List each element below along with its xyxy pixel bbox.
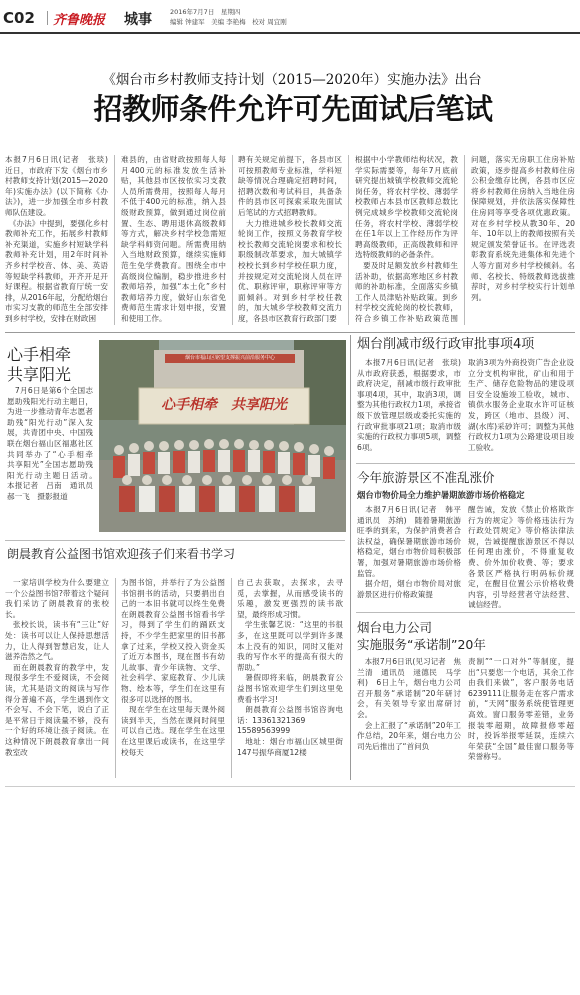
library-col-2: 为图书馆，并举行了为公益图书馆捐书的活动，只要捐出自己的一本旧书就可以终生免费在朗晨教育公益图书馆看书学习，得到了学生们的踊跃支持，不少学生把家里的旧书都拿了过来，学校又投入资金买了近万本图书，现在图书有幼儿故事、青少年读物、文学、社会科学、家庭教育、少儿读物、绘本等，学生们在这里有很多可以选择的图书。 现在学生在这里每天课外阅读到半天，当然在课间时间里可以自己选。现在学生在这里在这里课后或读书，在这里学校每天 bbox=[121, 578, 225, 757]
masthead-rule bbox=[0, 32, 580, 34]
news2-headline: 今年旅游景区不准乱涨价 bbox=[357, 470, 495, 485]
column-divider bbox=[464, 155, 465, 325]
newspaper-logo: 齐鲁晚报 bbox=[53, 13, 106, 28]
masthead bbox=[0, 0, 580, 34]
section-rule bbox=[5, 332, 575, 333]
volunteers-photo bbox=[99, 340, 346, 532]
section-rule bbox=[356, 463, 575, 464]
news2-col-1: 本报7月6日讯(记者 韩平 通讯员 苏纳) 随着暑期旅游旺季的到来，为保护消费者合法权益，确保暑期旅游市场价格稳定，烟台市物价局积极部署，加强对暑期旅游市场价格监管。 据介绍，烟台市物价局对旅游景区进行价格政策提 bbox=[357, 505, 461, 599]
column-divider bbox=[114, 155, 115, 325]
news1-col-2: 取消3项为外商投资广告企业设立分支机构审批，矿山和用于生产、储存危险物品的建设项目安全设施竣工验收，城市、镇供水服务企业取水许可证核发，跨区（地市、县级）河、湖(水库)采砂许可；调整为其他行政权力1项为公路建设项目竣工验收。 bbox=[468, 358, 574, 452]
photo-caption-body: 7月6日是第6个全国志愿助残阳光行动主题日，为进一步推动青年志愿者助残“阳光行动”深入发展，共青团中央、中国残联在烟台福山区福惠社区共同举办了“心手相牵 共享阳光”全国志愿助残阳光行动主题日活动。 本报记者 吕南 通讯员 郝一飞 摄影报道 bbox=[7, 386, 93, 501]
lead-col-2: 难县的，由省财政按照每人每月400元的标准发放生活补贴，其他县市区按依实习支教人员所需费用，按照每人每月不低于400元的标准，纳入县级财政预算，做到通过岗位前置、生态、聘用退休高级教师等方式，解决乡村学校急需短缺学科师资问题。所需费用纳入当地财政预算，继续实施师范生免学费教育。围绕全市中高级岗位编制，稳步推进乡村教师培养，加强“本土化”乡村教师培养力度，做好山东省免费师范生需求计划申报，安置和使用工作。 bbox=[121, 155, 226, 323]
lead-col-3: 聘有关规定前提下，各县市区可按照教师专业标准，学科短缺等情况合理确定招聘时间，招聘次数和考试科目，具备条件的县市区可探索采取先面试后笔试的方式招聘教师。 大力推进城乡校长教师交流轮岗工作，按照义务教育学校校长教师交流轮岗要求和校长职级制改革要求，加大城镇学校校长到乡村学校任职力度，并按规定对交流轮岗人员在评优、职称评审，职称评审等方面倾斜。对到乡村学校任教的，加大城乡学校教师交流力度，各县市区教育行政部门要 bbox=[238, 155, 342, 323]
bottom-rule bbox=[5, 786, 575, 787]
news-photo bbox=[99, 340, 346, 532]
photo-banner-text: 烟台市福山区铭望支撑振兴前沿服务中心 bbox=[184, 355, 275, 361]
lead-col-1: 本报7月6日讯(记者 张琰) 近日，市政府下发《烟台市乡村教师支持计划(2015—2020年)实施办法》(以下简称《办法》)，进一步加强全市乡村教师队伍建设。 《办法》中提到，要强化乡村教师补充工作，拓展乡村教师补充渠道，实施乡村短缺学科教师补充计划，用2年时间补齐乡村学校音、体、美、英语等短缺学科教师，开齐开足开好课程。根据省教育厅统一安排，从2016年起，分配给烟台市实习支教的师范生全部安排到乡村学校，安排在财政困 bbox=[5, 155, 108, 323]
column-divider bbox=[232, 155, 233, 325]
library-headline: 朗晨教育公益图书馆欢迎孩子们来看书学习 bbox=[7, 547, 236, 561]
lead-col-5: 问题，落实无房职工住房补贴政策，逐步提高乡村教师住房公积金缴存比例，各县市区应将乡村教师住房纳入当地住房保障规划，并依法落实保障性住房同等享受各项优惠政策。对在乡村学校从教30年、20年、10年以上的教师按照有关规定颁发荣誉证书。在评选表彰教育系统先进集体和先进个人等方面对乡村学校倾斜。名师、名校长、特级教师选拔推荐时，对乡村学校实行计划单列。 bbox=[471, 155, 575, 302]
lead-col-4: 根据中小学教师结构状况，教学实际需要等，每年7月底前研究提出城镇学校教师交流轮岗任务，将农村学校、薄弱学校教师占本县市区教师总数比例完成城乡学校教师交流轮岗任务，将农村学校、薄弱学校在任1年以上工作经历作为评聘高级教师，正高级教师和评选特级教师的必备条件。 要及时足额发放乡村教师生活补助，依据高寒地区乡村教师的补助标准，全面落实乡镇工作人员津贴补贴政策。到乡村学校交流轮岗的校长教师，符合乡镇工作补贴政策范围 bbox=[355, 155, 458, 323]
library-col-1: 一家培训学校为什么要建立一个公益图书馆?带着这个疑问我们采访了朗晨教育的张校长。 张校长说，读书有“三让”好处：读书可以让人保持思想活力，让人得到智慧启发，让人滋养浩然之气。 而在朗晨教育的教学中，发现很多学生不爱阅读，不会阅读，尤其是语文的阅读与写作得分普遍不高，学生遇到作文不会写、不会下笔，说白了正是平常日于阅读量不够，没有一个好的环境让孩子阅读。在这种情况下朗晨教育拿出一间教室改 bbox=[5, 578, 109, 757]
news1-headline: 烟台削减市级行政审批事项4项 bbox=[357, 337, 535, 352]
photo-caption-title: 心手相牵 共享阳光 bbox=[7, 345, 72, 384]
news3-col-1: 本报7月6日讯(见习记者 焦兰清 通讯员 逯德民 马学利) 6日上午，烟台电力公司召开服务“承诺制”20年研讨会，有关领导专家出席研讨会。 会上汇报了“承诺制”20年工作总结，20年来，烟台电力公司先后推出了“首问负 bbox=[357, 657, 461, 751]
news2-subhead: 烟台市物价局全力维护暑期旅游市场价格稳定 bbox=[357, 490, 525, 500]
news3-headline: 烟台电力公司 实施服务“承诺制”20年 bbox=[357, 620, 486, 652]
page-number: C02 bbox=[3, 9, 35, 27]
lead-headline: 招教师条件允许可先面试后笔试 bbox=[93, 92, 493, 126]
column-divider bbox=[115, 578, 116, 778]
news2-col-2: 醒告诫，发放《禁止价格欺诈行为的规定》等价格违法行为行政处罚规定》等价格法律法规，告诫提醒旅游景区不得以任何理由涨价，不得重复收费、价外加价收费、等；要求各景区严格执行明码标价规定，在醒目位置公示价格收费内容，引导经营者守法经营、诚信经营。 bbox=[468, 505, 574, 610]
column-divider bbox=[231, 578, 232, 778]
column-divider bbox=[348, 155, 349, 325]
section-title: 城事 bbox=[124, 12, 152, 28]
news3-col-2: 责制”“一口对外”等制度，提出“只要您一个电话，其余工作由我们来做”，客户服务电话6239111让服务走在客户需求前，“天网”服务系统使管理更高效。窗口服务零差错，业务报装零超期，故障报修零超时，投诉举报零延误，连续六年荣获“全国”最佳窗口服务等荣誉称号。 bbox=[468, 657, 574, 762]
page-column-divider bbox=[350, 335, 351, 780]
issue-date: 2016年7月7日 星期四 bbox=[170, 8, 241, 16]
editors-line: 编辑 钟建军 美编 李艳梅 校对 周宜刚 bbox=[170, 18, 287, 26]
section-rule bbox=[5, 540, 345, 541]
section-rule bbox=[356, 612, 575, 613]
news1-col-1: 本报7月6日讯(记者 张琰) 从市政府获悉，根据要求，市政府决定，削减市级行政审批事项4项，其中，取消3项，调整为其他行政权力1项，承接省级下放管理层级或委托实施的行政审批事项21项；取消市级实施的行政权力事项5项，调整6项。 bbox=[357, 358, 461, 452]
photo-board-text: 心手相牵 共享阳光 bbox=[161, 397, 287, 413]
library-col-3: 自己去获取，去探求，去寻觅，去掌握，从而感受读书的乐趣，激发更强烈的读书欲望，最终形成习惯。 学生张馨艺说：“这里的书很多，在这里既可以学到许多课本上没有的知识，同时又能对我的写作水平的提高有很大的帮助。” 暑假即将来临，朗晨教育公益图书馆欢迎学生们到这里免费看书学习! 朗晨教育公益图书馆咨询电话：13361321369 15589563999 地址：烟台市福山区城里街147号振华商厦12楼 bbox=[237, 578, 343, 757]
lead-kicker: 《烟台市乡村教师支持计划（2015—2020年）实施办法》出台 bbox=[102, 72, 482, 88]
masthead-divider bbox=[47, 11, 48, 25]
